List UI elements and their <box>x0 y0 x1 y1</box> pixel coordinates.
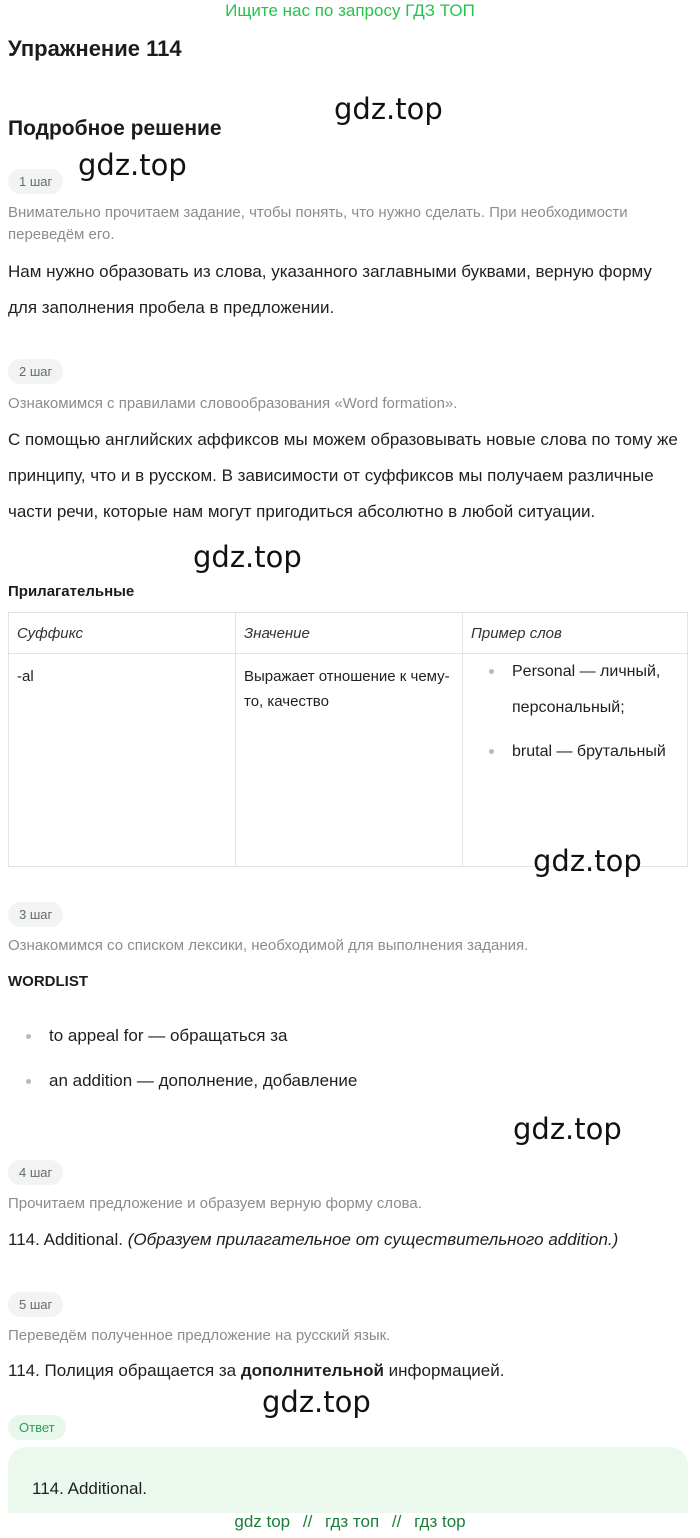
footer-link[interactable]: гдз топ <box>325 1512 380 1531</box>
table-cell-meaning <box>236 654 463 867</box>
footer-separator: // <box>391 1512 402 1531</box>
table-cell-examples <box>463 654 688 867</box>
examples-list <box>471 654 679 770</box>
step-badge-5: 5 шаг <box>8 1292 63 1317</box>
watermark: gdz.top <box>533 844 642 878</box>
step-1-hint: Внимательно прочитаем задание, чтобы понять, что нужно сделать. При необходимости переведём его. <box>8 204 628 243</box>
table-header-cell: Суффикс <box>9 613 236 654</box>
watermark: gdz.top <box>78 148 187 182</box>
answer-text: 114. Additional. <box>32 1479 147 1498</box>
translation-bold: дополнительной <box>240 1361 384 1380</box>
table-title: Прилагательные <box>8 583 135 600</box>
step-badge-4: 4 шаг <box>8 1160 63 1185</box>
search-banner: Ищите нас по запросу ГДЗ ТОП <box>225 1 475 20</box>
table-cell-suffix <box>9 654 236 867</box>
step-badge-3: 3 шаг <box>8 902 63 927</box>
watermark: gdz.top <box>262 1385 371 1419</box>
answer-main: 114. Additional. <box>8 1230 123 1249</box>
footer-link[interactable]: gdz top <box>234 1512 291 1531</box>
wordlist <box>8 1025 688 1115</box>
translation-before: 114. Полиция обращается за <box>8 1361 241 1380</box>
step-3-hint: Ознакомимся со списком лексики, необходимой для выполнения задания. <box>8 937 529 954</box>
suffix-value: -al <box>17 668 34 685</box>
step-1-text: Нам нужно образовать из слова, указанного заглавными буквами, верную форму для заполнения пробела в предложении. <box>8 262 652 317</box>
watermark: gdz.top <box>334 92 443 126</box>
list-item: Personal — личный, персональный; <box>471 654 679 726</box>
meaning-value: Выражает отношение к чему-то, качество <box>244 668 450 710</box>
list-item: brutal — брутальный <box>471 734 679 770</box>
step-4-answer <box>8 1222 693 1258</box>
table-header-cell: Пример слов <box>463 613 688 654</box>
step-5-translation <box>8 1353 693 1389</box>
step-badge-1: 1 шаг <box>8 169 63 194</box>
watermark: gdz.top <box>513 1112 622 1146</box>
footer-links <box>0 1512 700 1532</box>
page-title: Упражнение 114 <box>8 36 182 61</box>
step-5-hint: Переведём полученное предложение на русский язык. <box>8 1327 391 1344</box>
footer-separator: // <box>302 1512 313 1531</box>
footer-link[interactable]: гдз top <box>414 1512 466 1531</box>
suffix-table <box>8 612 688 867</box>
answer-note: (Образуем прилагательное от существительного addition.) <box>127 1230 619 1249</box>
step-badge-2: 2 шаг <box>8 359 63 384</box>
step-4-hint: Прочитаем предложение и образуем верную форму слова. <box>8 1195 422 1212</box>
list-item: to appeal for — обращаться за <box>8 1025 688 1070</box>
table-row <box>9 654 688 867</box>
step-2-hint: Ознакомимся с правилами словообразования «Word formation». <box>8 395 458 412</box>
watermark: gdz.top <box>193 540 302 574</box>
table-header-cell: Значение <box>236 613 463 654</box>
wordlist-title: WORDLIST <box>8 973 88 990</box>
translation-after: информацией. <box>383 1361 505 1380</box>
step-2-text: С помощью английских аффиксов мы можем образовывать новые слова по тому же принципу, что и в русском. В зависимости от суффиксов мы получаем различные части речи, которые нам могут пригодиться абсолютно в любой ситуации. <box>8 430 678 521</box>
section-title: Подробное решение <box>8 117 222 140</box>
list-item: an addition — дополнение, добавление <box>8 1070 688 1115</box>
table-header-row <box>9 613 688 654</box>
answer-badge: Ответ <box>8 1415 66 1440</box>
